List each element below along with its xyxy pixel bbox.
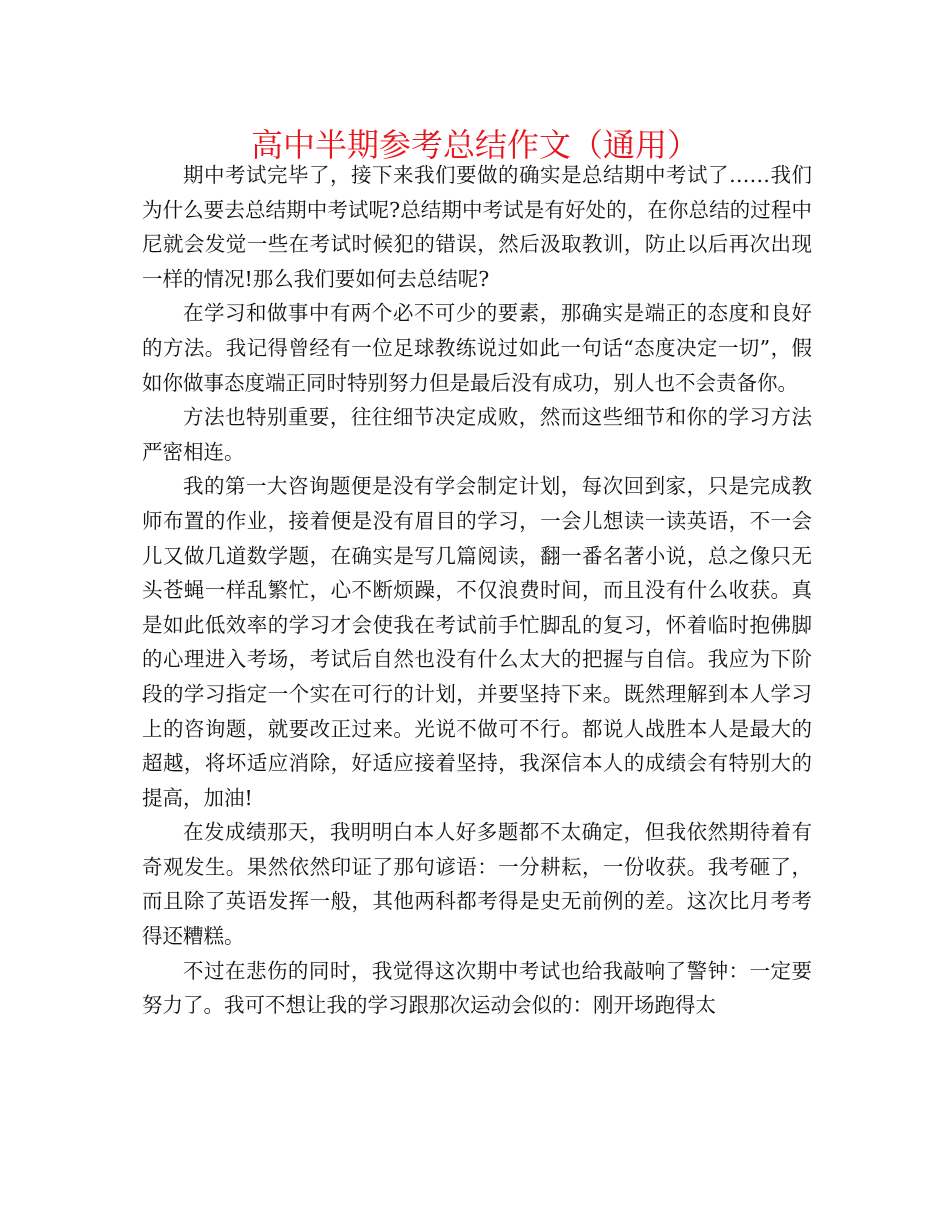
paragraph: 方法也特别重要，往往细节决定成败，然而这些细节和你的学习方法严密相连。 — [142, 405, 812, 464]
document-title: 高中半期参考总结作文（通用） — [250, 126, 699, 164]
document-body — [142, 158, 812, 1023]
paragraph: 期中考试完毕了，接下来我们要做的确实是总结期中考试了……我们为什么要去总结期中考试呢?总结期中考试是有好处的，在你总结的过程中尼就会发觉一些在考试时候犯的错误，然后汲取教训，防止以后再次出现一样的情况!那么我们要如何去总结呢? — [142, 163, 812, 291]
paragraph: 不过在悲伤的同时，我觉得这次期中考试也给我敲响了警钟：一定要努力了。我可不想让我的学习跟那次运动会似的：刚开场跑得太 — [142, 958, 812, 1018]
paragraph: 我的第一大咨询题便是没有学会制定计划，每次回到家，只是完成教师布置的作业，接着便是没有眉目的学习，一会儿想读一读英语，不一会儿又做几道数学题，在确实是写几篇阅读，翻一番名著小说，总之像只无头苍蝇一样乱繁忙，心不断烦躁，不仅浪费时间，而且没有什么收获。真是如此低效率的学习才会使我在考试前手忙脚乱的复习，怀着临时抱佛脚的心理进入考场，考试后自然也没有什么太大的把握与自信。我应为下阶段的学习指定一个实在可行的计划，并要坚持下来。既然理解到本人学习上的咨询题，就要改正过来。光说不做可不行。都说人战胜本人是最大的超越，将坏适应消除，好适应接着坚持，我深信本人的成绩会有特别大的提高，加油! — [142, 474, 812, 810]
paragraph: 在发成绩那天，我明明白本人好多题都不太确定，但我依然期待着有奇观发生。果然依然印证了那句谚语：一分耕耘，一份收获。我考砸了，而且除了英语发挥一般，其他两科都考得是史无前例的差。这次比月考考得还糟糕。 — [142, 820, 812, 949]
paragraph: 在学习和做事中有两个必不可少的要素，那确实是端正的态度和良好的方法。我记得曾经有一位足球教练说过如此一句话“态度决定一切”，假如你做事态度端正同时特别努力但是最后没有成功，别人也不会责备你。 — [142, 301, 812, 395]
